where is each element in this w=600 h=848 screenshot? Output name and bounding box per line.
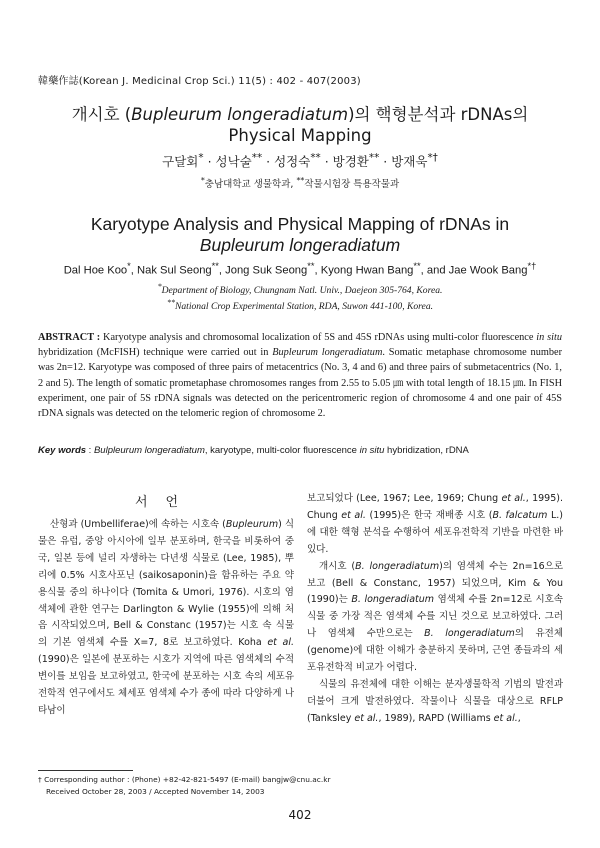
keywords-label: Key words bbox=[38, 445, 87, 456]
body-italic: et al. bbox=[354, 712, 379, 724]
author-mark: ** bbox=[413, 261, 421, 271]
affiliation-2 bbox=[60, 298, 540, 312]
body-text: (1990)은 일본에 분포하는 시호가 지역에 따른 염색체의 수적 변이를 보임을 보고하였고, 한국에 분포하는 시호 속의 세포유전학적 연구에서도 체세포 염색체 수가 종에 따라 다양하게 나타남이 bbox=[38, 654, 294, 716]
body-text: 식물의 유전체에 대한 이해는 분자생물학적 기법의 발전과 더불어 크게 발전하였다. 작물이나 식물을 대상으로 RFLP (Tanksley bbox=[307, 678, 563, 724]
section-heading: 서언 bbox=[134, 495, 197, 510]
body-italic: Bupleurum bbox=[225, 519, 279, 530]
body-italic: et al. bbox=[501, 493, 526, 504]
body-italic: B. longeradiatum bbox=[351, 594, 435, 606]
footnote-rule bbox=[38, 770, 133, 771]
korean-title-line1 bbox=[60, 104, 540, 125]
affiliation-mark: * bbox=[200, 176, 205, 185]
author-name: Nak Sul Seong bbox=[137, 264, 212, 277]
keyword-text: hybridization, rDNA bbox=[384, 445, 469, 456]
keyword-italic: in situ bbox=[359, 445, 385, 456]
author-mark: ** bbox=[310, 152, 321, 164]
english-authors bbox=[30, 261, 570, 277]
journal-citation: 韓藥作誌(Korean J. Medicinal Crop Sci.) 11(5) : 402 - 407(2003) bbox=[38, 76, 361, 87]
abstract-text: Karyotype analysis and chromosomal localization of 5S and 45S rDNAs using multi-color fluorescence bbox=[103, 332, 537, 343]
keyword-italic: Bulpleurum longeradiatum bbox=[93, 445, 205, 456]
body-text: L.)에 대한 핵형 분석을 수행하여 세포유전학적 기반을 마련한 바 있다. bbox=[307, 509, 563, 555]
footnote-mark: † bbox=[38, 775, 42, 784]
abstract-italic: in situ bbox=[536, 332, 563, 343]
abstract-unit: ㎛ bbox=[513, 377, 524, 389]
separator: , bbox=[314, 264, 321, 277]
separator: · bbox=[203, 154, 216, 170]
body-italic: B. falcatum bbox=[492, 509, 548, 521]
affiliation-text: 충남대학교 생물학과, bbox=[204, 179, 297, 191]
footnote-line1 bbox=[38, 774, 562, 786]
body-italic: et al. bbox=[493, 712, 518, 724]
abstract-text: with total length of 18.15 bbox=[403, 377, 514, 389]
english-title-line1: Karyotype Analysis and Physical Mapping of rDNAs in bbox=[90, 214, 510, 234]
paragraph bbox=[307, 677, 563, 728]
separator: , bbox=[218, 264, 226, 277]
author-name: 성낙술 bbox=[215, 154, 252, 170]
author-name: Jae Wook Bang bbox=[448, 264, 528, 277]
body-column-right bbox=[307, 491, 563, 728]
author-name: Kyong Hwan Bang bbox=[320, 264, 414, 277]
body-text: 개시호 ( bbox=[319, 560, 356, 572]
author-mark: ** bbox=[211, 261, 219, 271]
author-name: Dal Hoe Koo bbox=[63, 264, 128, 277]
affiliation-1 bbox=[60, 282, 540, 296]
english-title bbox=[40, 214, 560, 256]
author-mark: * bbox=[198, 152, 204, 164]
body-text: , 1995). Chung bbox=[307, 493, 563, 521]
affiliation-text: Department of Biology, Chungnam Natl. Univ., Daejeon 305-764, Korea. bbox=[161, 285, 443, 297]
footnote bbox=[38, 774, 562, 798]
author-mark: * bbox=[127, 261, 131, 271]
body-text: 산형과 (Umbelliferae)에 속하는 시호속 ( bbox=[50, 519, 226, 530]
abstract-text: . In FISH experiment, one pair of 5S rDNA signals was detected on the pericentromeric region of chromosome 4 and one pair of 45S rDNA signals was detected on the telomeric region of chromosome 2. bbox=[38, 377, 563, 420]
separator: · bbox=[379, 154, 392, 170]
english-title-line2: Bupleurum longeradiatum bbox=[199, 235, 401, 255]
body-text: 의 유전체 (genome)에 대한 이해가 충분하지 못하며, 근연 종들과의 세포유전학적 비교가 어렵다. bbox=[307, 628, 564, 674]
footnote-line2: Received October 28, 2003 / Accepted November 14, 2003 bbox=[46, 787, 265, 796]
author-mark: *† bbox=[427, 152, 438, 164]
author-mark: *† bbox=[527, 261, 537, 271]
body-text: 염색체 수를 2n=12로 시호속 식물 중 가장 적은 염색체 수를 지닌 것으로 보고하였다. 그러나 염색체 수만으로는 bbox=[307, 594, 563, 640]
body-italic: et al. bbox=[341, 509, 366, 521]
body-text: ) 식물은 유럽, 중앙 아시아에 일부 분포하며, 한국을 비롯하여 중국, 일본 등에 널리 자생하는 다년생 식물로 (Lee, 1985), 뿌리에 0.5% 시호사포닌 (saikosaponin)을 함유하는 주요 약용식물 중의 하나이다 (Tomita & Umori, 1976). 시호의 염색체에 관한 연구는 Darlington & Wylie (1955)에 의해 처음 시작되었으며, Bell & Constanc (1957)는 시호 속 식물의 기본 염색체 수를 X=7, 8로 보고하였다. Koha bbox=[38, 519, 295, 649]
separator: , bbox=[130, 264, 138, 277]
korean-affiliation bbox=[60, 176, 540, 190]
separator: · bbox=[320, 154, 333, 170]
title-text: 개시호 ( bbox=[71, 105, 132, 124]
keywords bbox=[38, 445, 562, 456]
affiliation-mark: ** bbox=[166, 298, 175, 308]
body-italic: et al. bbox=[267, 637, 294, 649]
author-mark: ** bbox=[251, 152, 263, 164]
body-italic: B. longeradiatum bbox=[424, 628, 515, 640]
separator: , and bbox=[420, 264, 449, 277]
author-mark: ** bbox=[307, 261, 315, 271]
author-name: 구달회 bbox=[162, 154, 199, 170]
affiliation-mark: * bbox=[157, 282, 162, 291]
korean-authors bbox=[60, 152, 540, 170]
footnote-text: Corresponding author : (Phone) +82-42-821-5497 (E-mail) bangjw@cnu.ac.kr bbox=[44, 775, 331, 784]
author-name: 방경환 bbox=[332, 154, 369, 170]
body-text: )의 염색체 수는 2n=16으로 보고 (Bell & Constanc, 1957) 되었으며, Kim & You (1990)는 bbox=[307, 560, 564, 606]
affiliation-text: 작물시험장 특용작물과 bbox=[304, 179, 400, 191]
author-name: 성정숙 bbox=[274, 154, 311, 170]
abstract-colon: : bbox=[93, 332, 104, 343]
body-text: 보고되었다 (Lee, 1967; Lee, 1969; Chung bbox=[307, 493, 502, 504]
korean-title-line2: Physical Mapping bbox=[228, 126, 372, 145]
abstract-label: ABSTRACT bbox=[38, 332, 94, 343]
body-text: , 1989), RAPD (Williams bbox=[378, 712, 494, 724]
paragraph bbox=[307, 559, 563, 677]
affiliation-text: National Crop Experimental Station, RDA, Suwon 441-100, Korea. bbox=[174, 301, 434, 313]
affiliation-mark: ** bbox=[296, 176, 305, 185]
paragraph bbox=[38, 517, 294, 720]
abstract-text: . Somatic metaphase chromosome number was 2n=12. Karyotype was composed of three pairs of metacentrics (No. 3, 4 and 6) and three pairs of submetacentrics (No. 1, 2 and 5). The length of somatic prometaphase chromosomes ranges from 2.55 to 5.05 bbox=[38, 347, 563, 389]
title-species: Bupleurum longeradiatum bbox=[131, 105, 349, 124]
korean-title bbox=[60, 104, 540, 146]
keywords-colon: : bbox=[86, 445, 94, 456]
author-name: 방재욱 bbox=[391, 154, 428, 170]
separator: · bbox=[262, 154, 275, 170]
page-number: 402 bbox=[288, 808, 312, 822]
abstract-unit: ㎛ bbox=[393, 377, 404, 389]
body-text: (1995)은 한국 재배종 시호 ( bbox=[365, 509, 493, 521]
paragraph bbox=[307, 491, 563, 559]
author-mark: ** bbox=[368, 152, 380, 164]
english-affiliations bbox=[60, 282, 540, 312]
body-column-left bbox=[38, 517, 294, 720]
body-italic: B. longeradiatum bbox=[355, 560, 440, 572]
author-name: Jong Suk Seong bbox=[225, 264, 308, 277]
body-text: , bbox=[517, 712, 521, 724]
abstract-italic: Bupleurum longeradiatum bbox=[272, 347, 383, 359]
abstract bbox=[38, 330, 562, 421]
keyword-text: , karyotype, multi-color fluorescence bbox=[204, 445, 360, 456]
title-text: )의 핵형분석과 rDNAs의 bbox=[348, 105, 529, 124]
abstract-text: hybridization (McFISH) technique were carried out in bbox=[38, 347, 273, 359]
